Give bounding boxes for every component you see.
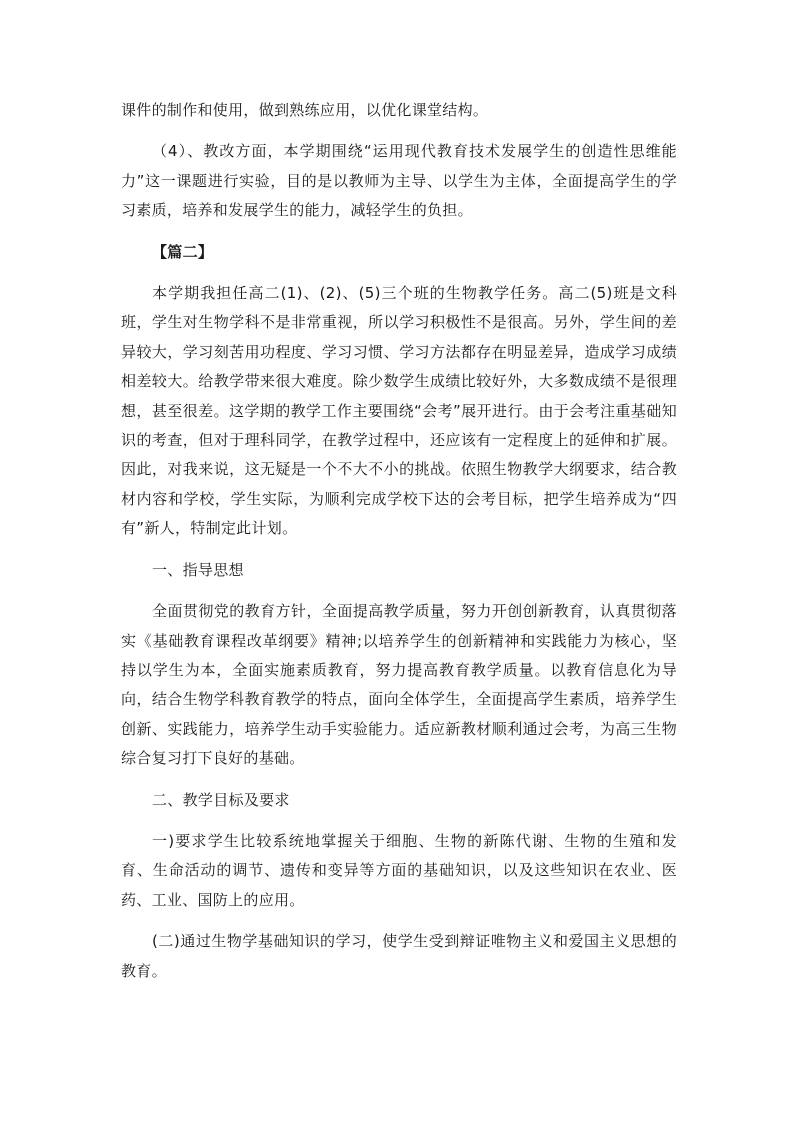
section-title-part-two: 【篇二】 [152, 242, 214, 261]
paragraph-goal-two: (二)通过生物学基础知识的学习，使学生受到辩证唯物主义和爱国主义思想的教育。 [121, 932, 677, 980]
document-body [121, 96, 677, 986]
heading-teaching-goals: 二、教学目标及要求 [152, 790, 290, 809]
paragraph-guiding-ideology: 全面贯彻党的教育方针，全面提高教学质量，努力开创创新教育，认真贯彻落实《基础教育课程改革纲要》精神;以培养学生的创新精神和实践能力为核心，坚持以学生为本，全面实施素质教育，努力提高教育教学质量。以教育信息化为导向，结合生物学科教育教学的特点，面向全体学生，全面提高学生素质，培养学生创新、实践能力，培养学生动手实验能力。适应新教材顺利通过会考，为高三生物综合复习打下良好的基础。 [121, 602, 677, 768]
paragraph-teaching-reform: （4）、教改方面，本学期围绕“运用现代教育技术发展学生的创造性思维能力”这一课题进行实验，目的是以教师为主导、以学生为主体，全面提高学生的学习素质，培养和发展学生的能力，减轻学生的负担。 [121, 142, 677, 220]
paragraph-intro: 本学期我担任高二(1)、(2)、(5)三个班的生物教学任务。高二(5)班是文科班，学生对生物学科不是非常重视，所以学习积极性不是很高。另外，学生间的差异较大，学习刻苦用功程度、学习习惯、学习方法都存在明显差异，造成学习成绩相差较大。给教学带来很大难度。除少数学生成绩比较好外，大多数成绩不是很理想，甚至很差。这学期的教学工作主要围绕“会考”展开进行。由于会考注重基础知识的考查，但对于理科同学，在教学过程中，还应该有一定程度上的延伸和扩展。因此，对我来说，这无疑是一个不大不小的挑战。依照生物教学大纲要求，结合教材内容和学校，学生实际，为顺利完成学校下达的会考目标，把学生培养成为“四有”新人，特制定此计划。 [121, 284, 677, 538]
heading-guiding-ideology: 一、指导思想 [152, 560, 244, 579]
paragraph-goal-one: 一)要求学生比较系统地掌握关于细胞、生物的新陈代谢、生物的生殖和发育、生命活动的调节、遗传和变异等方面的基础知识，以及这些知识在农业、医药、工业、国防上的应用。 [121, 831, 677, 909]
paragraph-continuation: 课件的制作和使用，做到熟练应用，以优化课堂结构。 [121, 101, 489, 119]
